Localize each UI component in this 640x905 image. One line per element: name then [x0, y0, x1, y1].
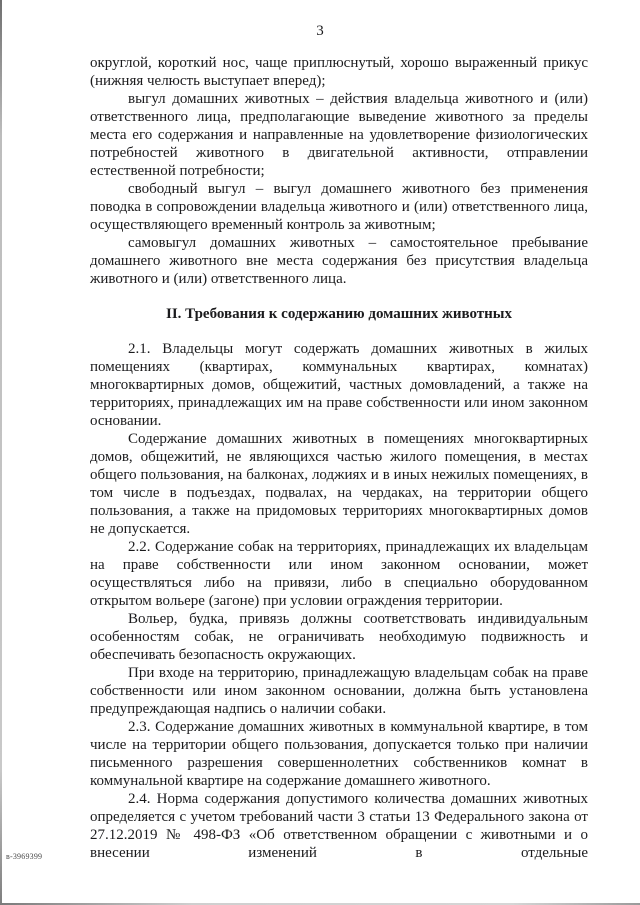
paragraph: самовыгул домашних животных – самостоятельное пребывание домашнего животного вне места содержания без присутствия владельца животного и (или) ответственного лица. — [90, 235, 588, 287]
page-number: 3 — [316, 23, 324, 39]
paragraph: 2.3. Содержание домашних животных в коммунальной квартире, в том числе на территории общего пользования, допускается только при наличии письменного разрешения совершеннолетних собственников комнат в коммунальной квартире на содержание домашнего животного. — [90, 719, 588, 789]
scan-edge-left — [0, 0, 2, 905]
paragraph: свободный выгул – выгул домашнего животного без применения поводка в сопровождении владельца животного и (или) ответственного лица, осуществляющего временный контроль за животным; — [90, 181, 588, 233]
paragraph: Вольер, будка, привязь должны соответствовать индивидуальным особенностям собак, не ограничивать необходимую подвижность и обеспечивать безопасность окружающих. — [90, 611, 588, 663]
paragraph: 2.1. Владельцы могут содержать домашних животных в жилых помещениях (квартирах, коммунальных квартирах, комнатах) многоквартирных домов, общежитий, частных домовладений, а также на территориях, принадлежащих им на праве собственности или ином законном основании. — [90, 341, 588, 429]
section-heading: II. Требования к содержанию домашних животных — [165, 306, 513, 322]
paragraph: 2.4. Норма содержания допустимого количества домашних животных определяется с учетом требований части 3 статьи 13 Федерального закона от 27.12.2019 № 498-ФЗ «Об ответственном обращении с животными и о внесении изменений в отдельные — [90, 791, 588, 861]
paragraph: При входе на территорию, принадлежащую владельцам собак на праве собственности или ином законном основании, должна быть установлена предупреждающая надпись о наличии собаки. — [90, 665, 588, 717]
paragraph: Содержание домашних животных в помещениях многоквартирных домов, общежитий, не являющихся частью жилого помещения, в местах общего пользования, на балконах, лоджиях и в иных нежилых помещениях, в том числе в подъездах, подвалах, на чердаках, на территории общего пользования, а также на придомовых территориях многоквартирных домов не допускается. — [90, 431, 588, 537]
paragraph: выгул домашних животных – действия владельца животного и (или) ответственного лица, предполагающие выведение животного за пределы места его содержания и направленные на удовлетворение физиологических потребностей животного в двигательной активности, отправлении естественной потребности; — [90, 91, 588, 179]
document-body — [0, 54, 640, 862]
registration-stamp-code: в-3969399 — [6, 852, 43, 861]
paragraph: округлой, короткий нос, чаще приплюснутый, хорошо выраженный прикус (нижняя челюсть выступает вперед); — [90, 55, 588, 89]
paragraph: 2.2. Содержание собак на территориях, принадлежащих их владельцам на праве собственности или ином законном основании, может осуществляться либо на привязи, либо в специально оборудованном открытом вольере (загоне) при условии ограждения территории. — [90, 539, 588, 609]
